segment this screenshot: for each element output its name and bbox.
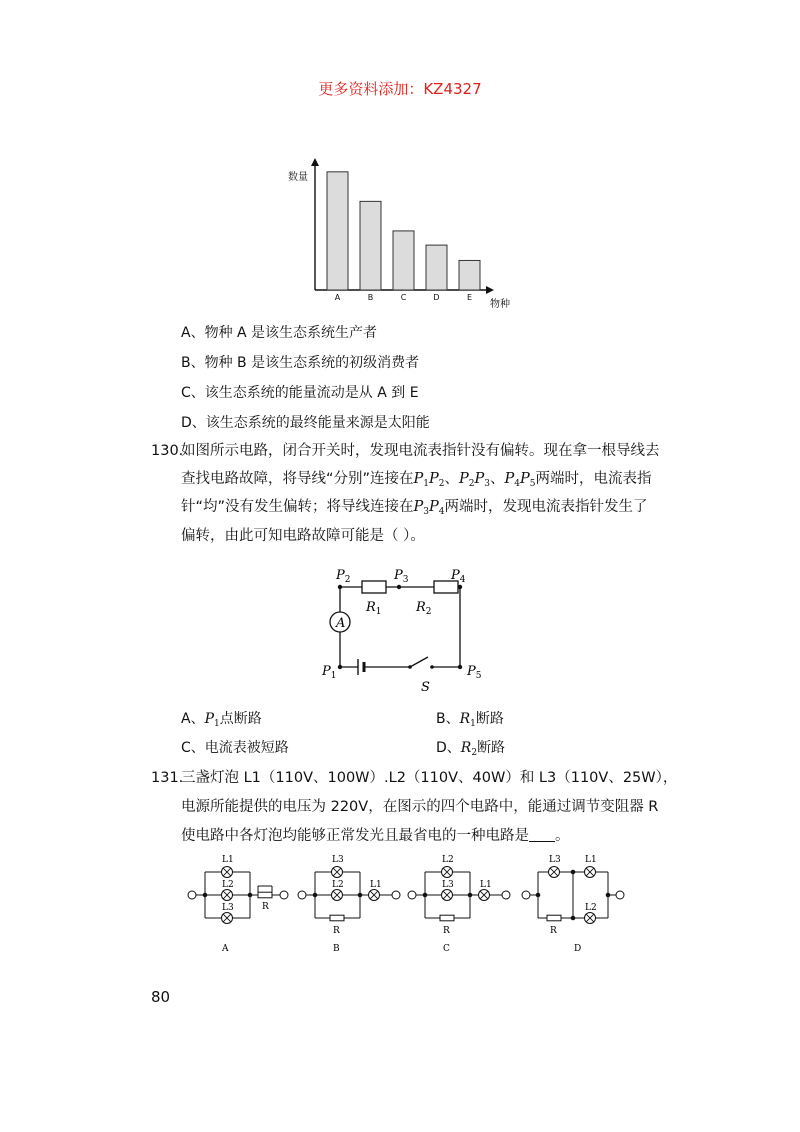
page-number: 80: [151, 988, 171, 1006]
option-b-term: $R_1$: [459, 711, 476, 729]
q130-line-3-text: 针“均”没有发生偏转；将导线连接在: [181, 499, 414, 515]
circuit-d-lamp-1: L3: [549, 855, 561, 865]
q130-line-4: 偏转，由此可知电路故障可能是（ ）。: [181, 528, 425, 544]
q129-option-c: C、该生态系统的能量流动是从 A 到 E: [181, 385, 419, 401]
circuit-c-lamp-1: L2: [442, 855, 454, 865]
q130-line-2: 查找电路故障，将导线“分别”连接在$P_1P_2$、$P_2P_3$、$P_4P_5$两端时，电流表指: [181, 471, 652, 489]
p1p2-term: $P_1P_2$: [413, 471, 445, 489]
resistor-r1: [362, 581, 386, 593]
y-axis-label: 数量: [288, 172, 308, 183]
circuit-c-lamp-3: L1: [480, 880, 492, 890]
q131-circuit-diagrams: [180, 850, 630, 958]
p3p4-term: $P_3P_4$: [413, 499, 445, 517]
q130-option-d: D、$R_2$断路: [436, 740, 506, 758]
q130-line-3-tail: 两端时，发现电流表指针发生了: [444, 499, 648, 515]
q131-line-1: 三盏灯泡 L1（110V、100W）.L2（110V、40W）和 L3（110V、25W），: [181, 770, 678, 786]
circuit-d-lamp-3: L2: [585, 903, 597, 913]
label-p5: $P_5$: [467, 664, 482, 681]
x-axis-arrow: [486, 286, 494, 294]
tick-label-e: E: [466, 293, 473, 302]
q130-option-c: C、电流表被短路: [181, 740, 289, 756]
option-a-term: $P_1$: [204, 711, 220, 729]
bar-c: [393, 231, 414, 290]
bar-b: [360, 201, 381, 290]
circuit-b-lamp-1: L3: [332, 855, 344, 865]
circuit-c-lamp-2: L3: [442, 880, 454, 890]
q130-circuit-diagram: [310, 560, 500, 700]
q129-option-a: A、物种 A 是该生态系统生产者: [181, 325, 378, 341]
tick-label-c: C: [400, 293, 407, 302]
circuit-a-r: R: [262, 902, 269, 912]
q131-line-3: 使电路中各灯泡均能够正常发光且最省电的一种电路是 。: [181, 828, 570, 844]
q129-option-b: B、物种 B 是该生态系统的初级消费者: [181, 355, 420, 371]
label-p3: $P_3$: [394, 568, 409, 585]
q130-line-1: 如图所示电路，闭合开关时，发现电流表指针没有偏转。现在拿一根导线去: [181, 443, 660, 459]
tick-label-b: B: [367, 293, 374, 302]
q129-option-d: D、该生态系统的最终能量来源是太阳能: [181, 415, 430, 431]
ammeter-label: A: [336, 616, 346, 631]
header-note: 更多资料添加：KZ4327: [318, 80, 482, 98]
circuit-a-lamp-3: L3: [222, 903, 234, 913]
circuit-d-lamp-2: L1: [585, 855, 597, 865]
label-r2: $R_2$: [416, 600, 432, 617]
label-switch: S: [421, 680, 430, 695]
q131-number: 131.: [151, 770, 184, 786]
label-p4: $P_4$: [451, 568, 466, 585]
circuit-d-label: D: [574, 944, 582, 954]
q130-option-b: B、$R_1$断路: [436, 711, 504, 729]
q130-option-a: A、$P_1$点断路: [181, 711, 262, 729]
option-d-term: $R_2$: [460, 740, 478, 758]
switch-blade: [410, 657, 428, 667]
label-r1: $R_1$: [366, 600, 382, 617]
circuit-c: [408, 867, 510, 921]
circuit-d-r: R: [550, 926, 557, 936]
bar-d: [426, 245, 447, 290]
circuit-a-label: A: [222, 944, 229, 954]
circuit-b-r: R: [333, 926, 340, 936]
circuit-a-lamp-1: L1: [222, 855, 234, 865]
bar-a: [327, 172, 348, 290]
label-p2: $P_2$: [336, 568, 351, 585]
q130-number: 130.: [151, 443, 184, 459]
p2p3-term: $P_2P_3$: [459, 471, 491, 489]
circuit-b-lamp-2: L2: [332, 880, 344, 890]
circuit-d: [522, 867, 624, 924]
p4p5-term: $P_4P_5$: [504, 471, 536, 489]
y-axis-arrow: [311, 158, 319, 166]
circuit-b-label: B: [333, 944, 340, 954]
tick-label-d: D: [433, 293, 440, 302]
q131-line-2: 电源所能提供的电压为 220V，在图示的四个电路中，能通过调节变阻器 R: [181, 799, 659, 815]
x-axis-label: 物种: [490, 299, 510, 310]
circuit-a-lamp-2: L2: [222, 880, 234, 890]
circuit-b-lamp-3: L1: [370, 880, 382, 890]
bar-chart: [280, 150, 520, 315]
q130-line-2-tail: 两端时，电流表指: [535, 471, 652, 487]
circuit-a: [188, 867, 288, 924]
q131-line-3-text: 使电路中各灯泡均能够正常发光且最省电的一种电路是: [181, 828, 529, 844]
bar-e: [459, 260, 480, 290]
answer-blank: [529, 827, 555, 842]
q130-line-2-text: 查找电路故障，将导线“分别”连接在: [181, 471, 414, 487]
circuit-b: [298, 867, 400, 921]
circuit-c-label: C: [443, 944, 450, 954]
label-p1: $P_1$: [322, 664, 337, 681]
tick-label-a: A: [334, 293, 341, 302]
circuit-c-r: R: [443, 926, 450, 936]
